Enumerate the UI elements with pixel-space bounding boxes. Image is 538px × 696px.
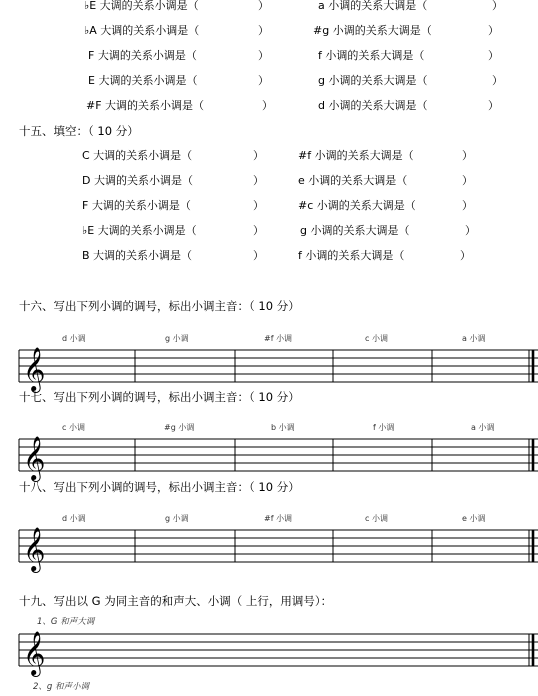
blank-close-paren: ） [253, 249, 264, 262]
key-label: a 小调 [462, 334, 486, 343]
blank-close-paren: ） [462, 174, 473, 187]
question-left: E 大调的关系小调是（ [88, 74, 198, 87]
blank-close-paren: ） [492, 0, 503, 12]
question-right: a 小调的关系大调是（ [318, 0, 428, 12]
key-label: e 小调 [462, 514, 486, 523]
staff-lines [19, 530, 538, 562]
key-label: g 小调 [165, 334, 189, 343]
key-label: g 小调 [165, 514, 189, 523]
question-right: d 小调的关系大调是（ [318, 99, 428, 112]
blank-close-paren: ） [262, 99, 273, 112]
staff-18 [0, 522, 538, 571]
key-label: a 小调 [471, 423, 495, 432]
treble-clef-icon: 𝄞 [23, 347, 46, 391]
staff-19-1 [0, 626, 538, 675]
blank-close-paren: ） [488, 49, 499, 62]
blank-close-paren: ） [253, 149, 264, 162]
key-label: #f 小调 [264, 334, 293, 343]
staff-lines [19, 439, 538, 471]
question-right: #c 小调的关系大调是（ [298, 199, 416, 212]
blank-close-paren: ） [465, 224, 476, 237]
question-left: #F 大调的关系小调是（ [86, 99, 205, 112]
key-label: d 小调 [62, 334, 86, 343]
blank-close-paren: ） [462, 199, 473, 212]
treble-clef-icon: 𝄞 [23, 631, 46, 675]
blank-close-paren: ） [492, 74, 503, 87]
key-label: c 小调 [365, 334, 388, 343]
key-label: c 小调 [62, 423, 85, 432]
subquestion-2-label: 2、g 和声小调 [33, 682, 90, 692]
key-label: f 小调 [373, 423, 395, 432]
question-left: F 大调的关系小调是（ [88, 49, 197, 62]
staff-lines [19, 634, 538, 666]
question-right: #g 小调的关系大调是（ [313, 24, 432, 37]
blank-close-paren: ） [253, 174, 264, 187]
question-right: f 小调的关系大调是（ [318, 49, 425, 62]
question-right: f 小调的关系大调是（ [298, 249, 405, 262]
blank-close-paren: ） [488, 24, 499, 37]
section-16-title: 十六、写出下列小调的调号，标出小调主音：（ 10 分） [19, 299, 300, 313]
question-left: B 大调的关系小调是（ [82, 249, 193, 262]
staff-17 [0, 431, 538, 480]
question-left: ♭E 大调的关系小调是（ [82, 224, 197, 237]
blank-close-paren: ） [488, 99, 499, 112]
question-right: e 小调的关系大调是（ [298, 174, 408, 187]
blank-close-paren: ） [253, 224, 264, 237]
key-label: #g 小调 [164, 423, 195, 432]
treble-clef-icon: 𝄞 [23, 527, 46, 571]
question-left: F 大调的关系小调是（ [82, 199, 191, 212]
question-left: ♭E 大调的关系小调是（ [84, 0, 199, 12]
staff-16 [0, 342, 538, 391]
section-17-title: 十七、写出下列小调的调号，标出小调主音：（ 10 分） [19, 390, 300, 404]
blank-close-paren: ） [258, 74, 269, 87]
staff-lines [19, 350, 538, 382]
section-15-title: 十五、填空：（ 10 分） [19, 124, 139, 138]
key-label: b 小调 [271, 423, 295, 432]
subquestion-1-label: 1、G 和声大调 [37, 617, 95, 627]
blank-close-paren: ） [258, 24, 269, 37]
question-right: g 小调的关系大调是（ [318, 74, 428, 87]
section-18-title: 十八、写出下列小调的调号，标出小调主音：（ 10 分） [19, 480, 300, 494]
question-left: D 大调的关系小调是（ [82, 174, 193, 187]
question-right: g 小调的关系大调是（ [300, 224, 410, 237]
blank-close-paren: ） [258, 0, 269, 12]
blank-close-paren: ） [460, 249, 471, 262]
blank-close-paren: ） [462, 149, 473, 162]
key-label: c 小调 [365, 514, 388, 523]
section-19-title: 十九、写出以 G 为同主音的和声大、小调（ 上行，用调号）： [19, 594, 333, 608]
question-left: ♭A 大调的关系小调是（ [84, 24, 200, 37]
key-label: d 小调 [62, 514, 86, 523]
key-label: #f 小调 [264, 514, 293, 523]
blank-close-paren: ） [258, 49, 269, 62]
question-right: #f 小调的关系大调是（ [298, 149, 414, 162]
blank-close-paren: ） [253, 199, 264, 212]
treble-clef-icon: 𝄞 [23, 436, 46, 480]
question-left: C 大调的关系小调是（ [82, 149, 193, 162]
